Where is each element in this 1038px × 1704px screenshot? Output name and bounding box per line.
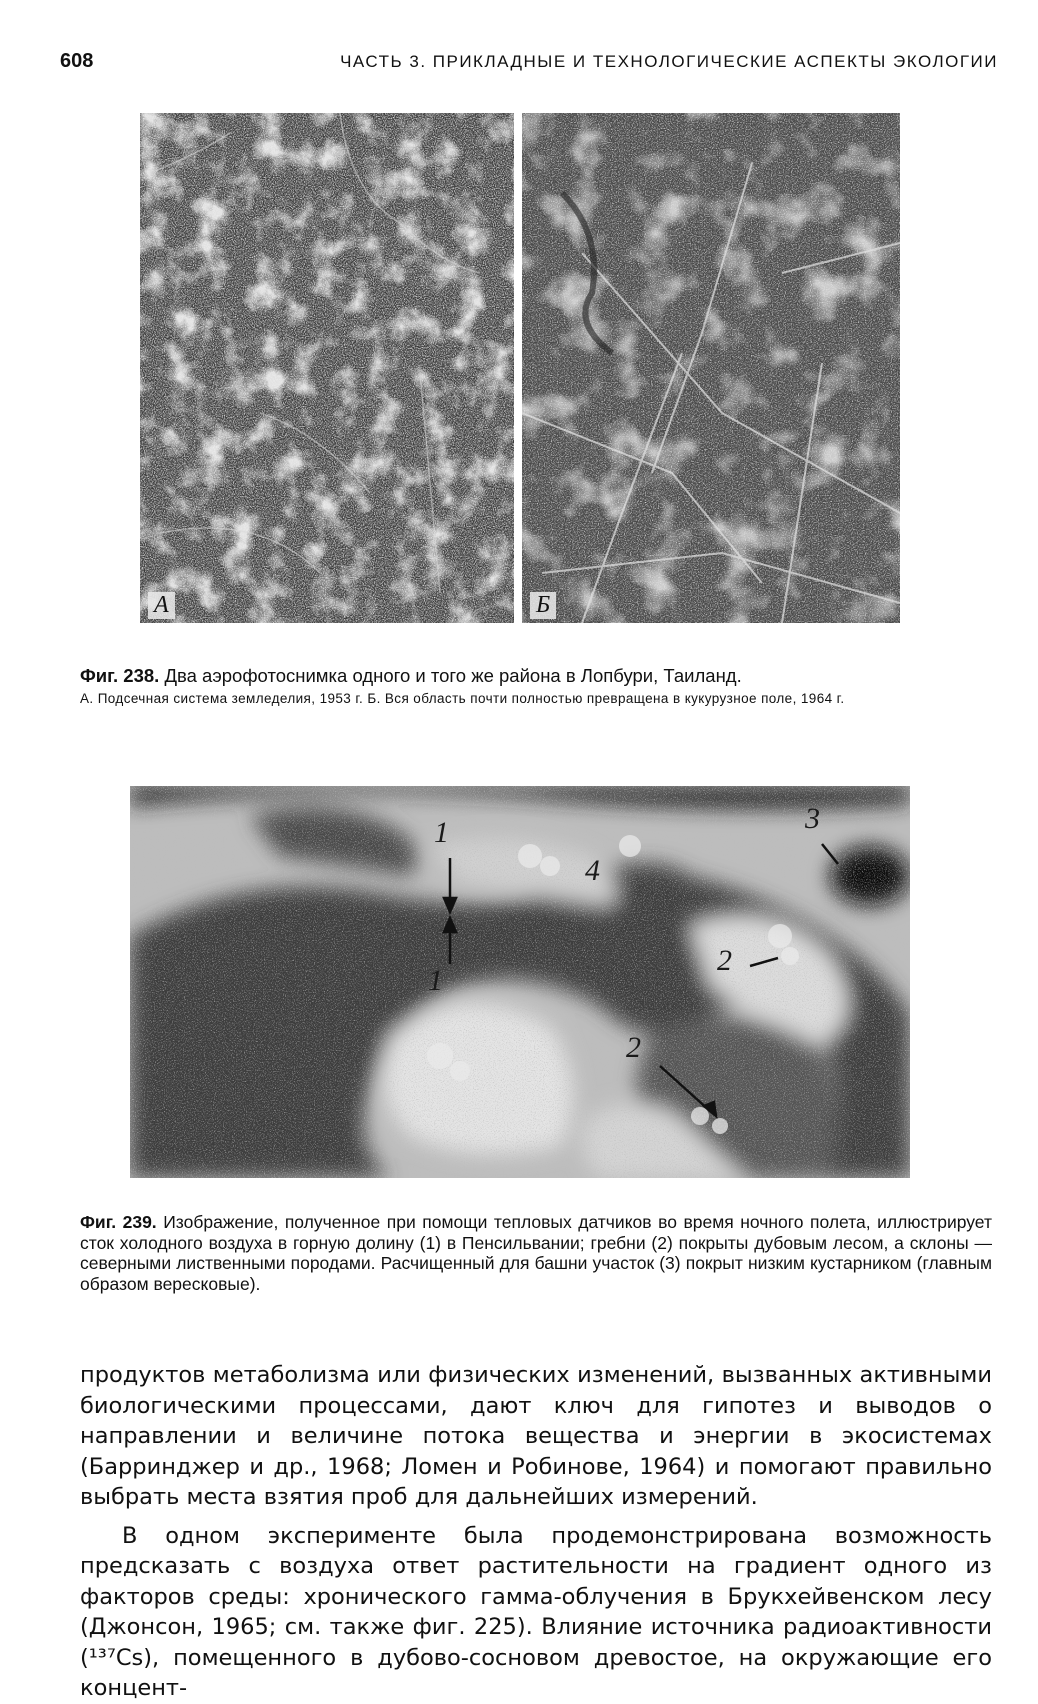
figure-239-text: Изображение, полученное при помощи тепловых датчиков во время ночного полета, иллюстрирует сток холодного воздуха в горную долину (1) в Пенсильвании; гребни (2) покрыты дубовым лесом, а склоны — северными лиственными породами. Расчищенный для башни участок (3) покрыт низким кустарником (главным образом вересковые). [80,1212,992,1294]
figure-238-caption [80,664,992,706]
label-2-right: 2 [717,944,732,977]
thermal-image [130,786,910,1178]
body-paragraph-1: продуктов метаболизма или физических изменений, вызванных активными биологическими процессами, дают ключ для гипотез и выводов о направлении и величине потока вещества и энергии в экосистемах (Барринджер и др., 1968; Ломен и Робинове, 1964) и помогают правильно выбрать места взятия проб для дальнейших измерений. [80,1362,992,1510]
figure-238-number: Фиг. 238. [80,665,160,686]
figure-238-subcaption: А. Подсечная система земледелия, 1953 г. Б. Вся область почти полностью превращена в кукурузное поле, 1964 г. [80,691,845,706]
label-4: 4 [585,854,600,887]
label-1-bottom: 1 [428,964,443,997]
aerial-photo-a [140,113,514,623]
figure-239-number: Фиг. 239. [80,1212,157,1232]
photo-a-label: А [148,592,175,619]
label-1-top: 1 [434,816,449,849]
page-number: 608 [60,50,94,72]
body-paragraph-2: В одном эксперименте была продемонстрирована возможность предсказать с воздуха ответ растительности на градиент одного из факторов среды: хронического гамма-облучения в Брукхейвенском лесу (Джонсон, 1965; см. также фиг. 225). Влияние источника радиоактивности (¹³⁷Cs), помещенного в дубово-сосновом древостое, на окружающие его концент- [80,1522,992,1701]
aerial-photo-b [522,113,900,623]
label-3: 3 [805,802,820,835]
figure-238-title: Два аэрофотоснимка одного и того же района в Лопбури, Таиланд. [164,665,742,686]
figure-239-caption [80,1212,992,1294]
label-2-bottom: 2 [626,1031,641,1064]
photo-b-label: Б [530,592,556,619]
running-title: ЧАСТЬ 3. ПРИКЛАДНЫЕ И ТЕХНОЛОГИЧЕСКИЕ АСПЕКТЫ ЭКОЛОГИИ [340,52,998,71]
page-header [60,50,998,80]
body-text [80,1360,992,1704]
